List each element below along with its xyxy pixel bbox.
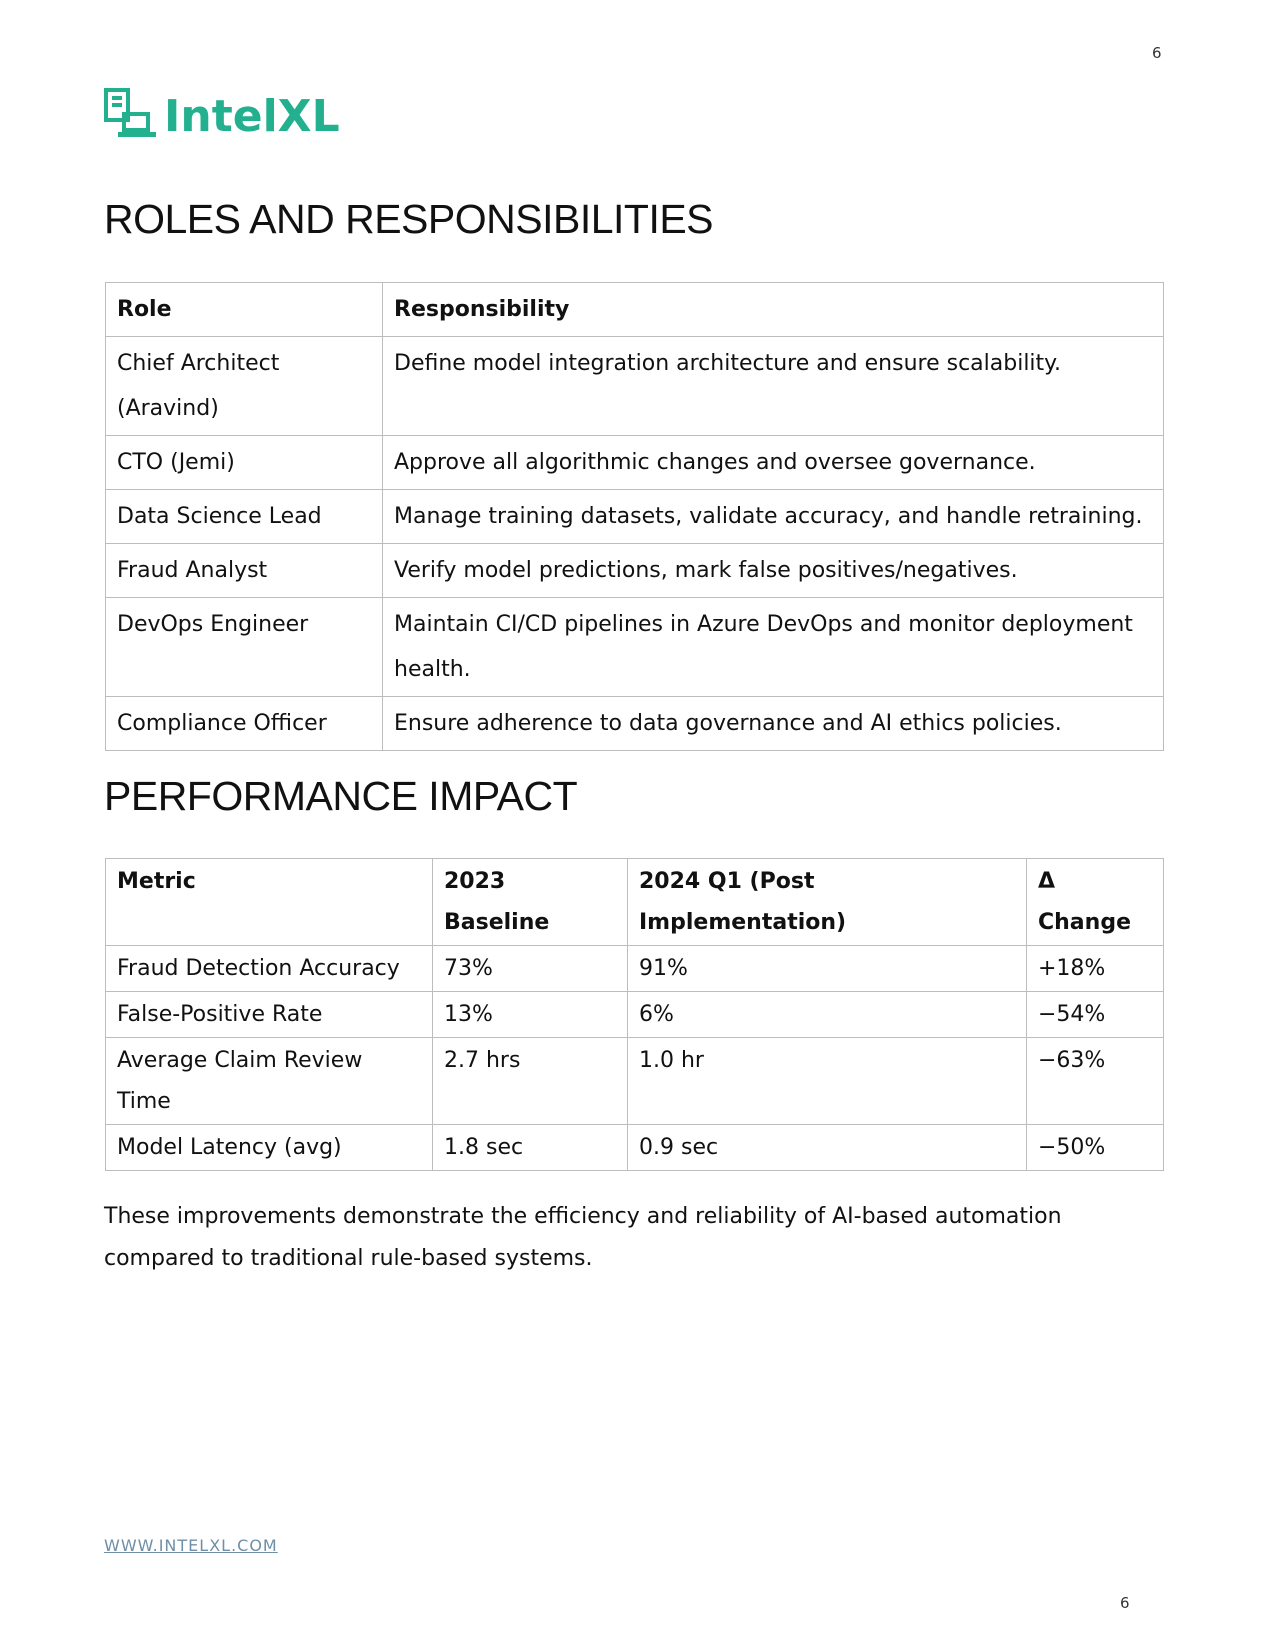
baseline-cell: 2.7 hrs — [433, 1038, 628, 1125]
metric-cell: Model Latency (avg) — [106, 1125, 433, 1171]
responsibility-cell: Define model integration architecture and ensure scalability. — [383, 337, 1164, 436]
metric-cell: Fraud Detection Accuracy — [106, 946, 433, 992]
header-change: Δ Change — [1027, 859, 1164, 946]
role-cell: CTO (Jemi) — [106, 436, 383, 490]
baseline-cell: 73% — [433, 946, 628, 992]
baseline-cell: 1.8 sec — [433, 1125, 628, 1171]
table-row — [106, 436, 1164, 490]
change-cell: −50% — [1027, 1125, 1164, 1171]
post-cell: 91% — [628, 946, 1027, 992]
header-responsibility: Responsibility — [383, 283, 1164, 337]
table-row — [106, 337, 1164, 436]
responsibility-cell: Maintain CI/CD pipelines in Azure DevOps and monitor deployment health. — [383, 598, 1164, 697]
table-row — [106, 490, 1164, 544]
responsibility-cell: Ensure adherence to data governance and AI ethics policies. — [383, 697, 1164, 751]
table-row — [106, 946, 1164, 992]
change-cell: −63% — [1027, 1038, 1164, 1125]
summary-paragraph: These improvements demonstrate the efficiency and reliability of AI-based automation compared to traditional rule-based systems. — [104, 1204, 1062, 1271]
post-cell: 6% — [628, 992, 1027, 1038]
table-header-row — [106, 283, 1164, 337]
performance-heading: PERFORMANCE IMPACT — [104, 773, 578, 819]
performance-table — [105, 858, 1164, 1171]
roles-heading: ROLES AND RESPONSIBILITIES — [104, 196, 714, 242]
roles-table — [105, 282, 1164, 751]
baseline-cell: 13% — [433, 992, 628, 1038]
responsibility-cell: Approve all algorithmic changes and oversee governance. — [383, 436, 1164, 490]
table-row — [106, 697, 1164, 751]
change-cell: −54% — [1027, 992, 1164, 1038]
role-cell: Fraud Analyst — [106, 544, 383, 598]
metric-cell: False-Positive Rate — [106, 992, 433, 1038]
website-link[interactable]: WWW.INTELXL.COM — [104, 1536, 278, 1555]
metric-cell: Average Claim Review Time — [106, 1038, 433, 1125]
responsibility-cell: Manage training datasets, validate accuracy, and handle retraining. — [383, 490, 1164, 544]
header-role: Role — [106, 283, 383, 337]
header-post-implementation: 2024 Q1 (Post Implementation) — [628, 859, 1027, 946]
company-logo — [104, 88, 340, 146]
role-cell: Chief Architect (Aravind) — [106, 337, 383, 436]
header-baseline: 2023 Baseline — [433, 859, 628, 946]
responsibility-cell: Verify model predictions, mark false positives/negatives. — [383, 544, 1164, 598]
change-cell: +18% — [1027, 946, 1164, 992]
header-metric: Metric — [106, 859, 433, 946]
table-row — [106, 544, 1164, 598]
logo-text: IntelXL — [164, 91, 340, 142]
page-number-top: 6 — [1152, 44, 1162, 62]
role-cell: Data Science Lead — [106, 490, 383, 544]
table-row — [106, 598, 1164, 697]
post-cell: 1.0 hr — [628, 1038, 1027, 1125]
table-header-row — [106, 859, 1164, 946]
document-laptop-icon — [104, 88, 158, 146]
role-cell: Compliance Officer — [106, 697, 383, 751]
post-cell: 0.9 sec — [628, 1125, 1027, 1171]
table-row — [106, 1125, 1164, 1171]
page-number-bottom: 6 — [1120, 1594, 1130, 1612]
table-row — [106, 992, 1164, 1038]
role-cell: DevOps Engineer — [106, 598, 383, 697]
table-row — [106, 1038, 1164, 1125]
